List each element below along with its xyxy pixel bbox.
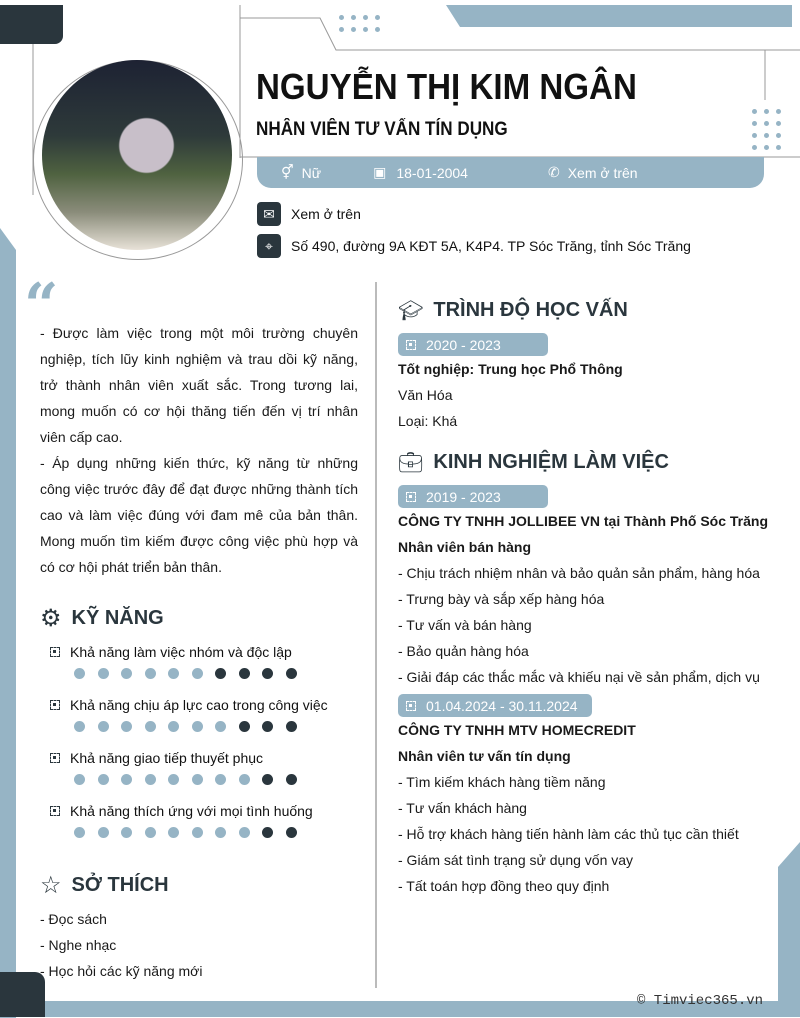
skills-heading <box>40 604 164 633</box>
bullet-icon <box>406 492 416 502</box>
left-strip <box>0 228 16 1018</box>
address-row <box>257 234 691 258</box>
job-entry <box>398 485 773 690</box>
email-row <box>257 202 361 226</box>
period-text: 2019 - 2023 <box>426 488 501 505</box>
hobbies-heading-text: SỞ THÍCH <box>71 874 169 896</box>
skill-name: Khả năng làm việc nhóm và độc lập <box>70 644 292 660</box>
job-duty: - Hỗ trợ khách hàng tiến hành làm các thủ tục cần thiết <box>398 826 739 842</box>
rating-dot-filled <box>168 668 179 679</box>
education-grade: Loại: Khá <box>398 413 458 429</box>
briefcase-icon: 💼︎ <box>398 452 424 474</box>
education-period <box>398 333 548 356</box>
job-company: CÔNG TY TNHH MTV HOMECREDIT <box>398 722 636 738</box>
calendar-icon: ▣ <box>373 164 387 180</box>
rating-dot-empty <box>262 668 273 679</box>
rating-dot-empty <box>286 721 297 732</box>
job-position: Nhân viên bán hàng <box>398 539 532 555</box>
job-duty: - Tư vấn khách hàng <box>398 800 527 816</box>
rating-dot-filled <box>168 827 179 838</box>
experience-list <box>398 485 773 903</box>
quote-icon: “ <box>24 271 59 341</box>
rating-dot-filled <box>168 774 179 785</box>
rating-dot-filled <box>192 721 203 732</box>
rating-dot-empty <box>239 721 250 732</box>
hobby-item: - Học hỏi các kỹ năng mới <box>40 963 203 979</box>
job-duty: - Tìm kiếm khách hàng tiềm năng <box>398 774 606 790</box>
dots-decor-top <box>339 15 380 32</box>
location-icon: ⌖ <box>257 234 281 258</box>
rating-dot-filled <box>145 721 156 732</box>
rating-dot-filled <box>215 774 226 785</box>
bullet-icon <box>50 806 60 816</box>
job-duty: - Chịu trách nhiệm nhân và bảo quản sản phẩm, hàng hóa <box>398 565 760 581</box>
education-heading-text: TRÌNH ĐỘ HỌC VẤN <box>433 299 628 321</box>
bullet-icon <box>406 701 416 711</box>
period-text: 01.04.2024 - 30.11.2024 <box>426 697 578 714</box>
email-icon: ✉ <box>257 202 281 226</box>
rating-dot-filled <box>121 668 132 679</box>
rating-dot-empty <box>262 721 273 732</box>
corner-block-bottom <box>0 972 45 1017</box>
rating-dot-empty <box>239 668 250 679</box>
education-degree: Tốt nghiệp: Trung học Phổ Thông <box>398 361 623 377</box>
rating-dot-filled <box>239 827 250 838</box>
career-objective <box>40 320 358 580</box>
skill-rating <box>74 774 370 785</box>
rating-dot-empty <box>262 827 273 838</box>
rating-dot-empty <box>215 668 226 679</box>
skill-rating <box>74 827 370 838</box>
skill-item <box>50 642 370 695</box>
dots-decor-right <box>752 109 781 150</box>
education-details <box>398 356 623 434</box>
rating-dot-filled <box>98 774 109 785</box>
phone-value: Xem ở trên <box>567 164 638 181</box>
hobbies-list <box>40 906 202 984</box>
email-value: Xem ở trên <box>291 206 361 222</box>
star-icon: ☆ <box>40 872 62 899</box>
rating-dot-empty <box>286 668 297 679</box>
skills-list <box>50 642 370 854</box>
skill-name: Khả năng giao tiếp thuyết phục <box>70 750 264 766</box>
skill-item <box>50 801 370 854</box>
rating-dot-filled <box>192 827 203 838</box>
skill-rating <box>74 721 370 732</box>
rating-dot-filled <box>145 668 156 679</box>
rating-dot-filled <box>74 774 85 785</box>
avatar <box>42 60 232 250</box>
rating-dot-filled <box>145 774 156 785</box>
job-duty: - Trưng bày và sắp xếp hàng hóa <box>398 591 605 607</box>
phone-icon: ✆ <box>547 164 560 180</box>
rating-dot-filled <box>74 827 85 838</box>
skill-item <box>50 695 370 748</box>
job-period <box>398 694 592 717</box>
rating-dot-filled <box>98 668 109 679</box>
rating-dot-filled <box>98 721 109 732</box>
rating-dot-filled <box>121 774 132 785</box>
right-strip <box>778 842 800 1017</box>
rating-dot-filled <box>121 721 132 732</box>
hobbies-heading <box>40 871 169 900</box>
bullet-icon <box>50 700 60 710</box>
rating-dot-empty <box>286 774 297 785</box>
column-divider <box>375 282 377 988</box>
gear-icon: ⚙ <box>40 605 62 632</box>
period-text: 2020 - 2023 <box>426 336 501 353</box>
objective-paragraph: - Được làm việc trong một môi trường chuyên nghiệp, tích lũy kinh nghiệm và trau dồi kỹ năng, trở thành nhân viên xuất sắc. Trong tương lai, mong muốn có cơ hội thăng tiến đến vị trí nhân viên cấp cao. <box>40 325 358 445</box>
birthday-value: 18-01-2004 <box>396 164 468 181</box>
rating-dot-filled <box>215 721 226 732</box>
rating-dot-filled <box>98 827 109 838</box>
skill-item <box>50 748 370 801</box>
rating-dot-filled <box>121 827 132 838</box>
info-bar <box>257 157 764 188</box>
rating-dot-filled <box>168 721 179 732</box>
objective-paragraph: - Áp dụng những kiến thức, kỹ năng từ những công việc trước đây để đạt được những thành tích cao và làm việc đúng với đam mê của bản thân. Mong muốn tìm kiếm được công việc phù hợp và có cơ hội phát triển bản thân. <box>40 455 358 575</box>
job-duty: - Tư vấn và bán hàng <box>398 617 532 633</box>
candidate-name: NGUYỄN THỊ KIM NGÂN <box>256 66 637 107</box>
education-heading <box>398 298 628 323</box>
job-period <box>398 485 548 508</box>
job-duty: - Giám sát tình trạng sử dụng vốn vay <box>398 852 634 868</box>
rating-dot-empty <box>262 774 273 785</box>
job-duty: - Tất toán hợp đồng theo quy định <box>398 878 610 894</box>
bullet-icon <box>50 753 60 763</box>
rating-dot-filled <box>145 827 156 838</box>
rating-dot-filled <box>215 827 226 838</box>
education-major: Văn Hóa <box>398 387 453 403</box>
skill-rating <box>74 668 370 679</box>
experience-heading-text: KINH NGHIỆM LÀM VIỆC <box>433 451 669 473</box>
job-position: Nhân viên tư vấn tín dụng <box>398 748 571 764</box>
bullet-icon <box>50 647 60 657</box>
hobby-item: - Đọc sách <box>40 911 107 927</box>
rating-dot-filled <box>239 774 250 785</box>
job-entry <box>398 694 773 899</box>
hobby-item: - Nghe nhạc <box>40 937 117 953</box>
address-value: Số 490, đường 9A KĐT 5A, K4P4. TP Sóc Trăng, tỉnh Sóc Trăng <box>291 238 691 254</box>
job-title: NHÂN VIÊN TƯ VẤN TÍN DỤNG <box>256 119 508 140</box>
job-duty: - Giải đáp các thắc mắc và khiếu nại về sản phẩm, dịch vụ <box>398 669 760 685</box>
rating-dot-filled <box>74 721 85 732</box>
skill-name: Khả năng thích ứng với mọi tình huống <box>70 803 313 819</box>
gender-value: Nữ <box>301 164 322 181</box>
job-duty: - Bảo quản hàng hóa <box>398 643 529 659</box>
skills-heading-text: KỸ NĂNG <box>71 607 164 629</box>
experience-heading <box>398 450 669 475</box>
rating-dot-filled <box>74 668 85 679</box>
gender-icon: ⚥ <box>281 164 294 180</box>
rating-dot-filled <box>192 774 203 785</box>
watermark: © Timviec365.vn <box>637 993 764 1009</box>
job-company: CÔNG TY TNHH JOLLIBEE VN tại Thành Phố Sóc Trăng <box>398 513 768 529</box>
skill-name: Khả năng chịu áp lực cao trong công việc <box>70 697 328 713</box>
bullet-icon <box>406 340 416 350</box>
rating-dot-filled <box>192 668 203 679</box>
rating-dot-empty <box>286 827 297 838</box>
graduation-cap-icon: 🎓︎ <box>398 300 424 322</box>
